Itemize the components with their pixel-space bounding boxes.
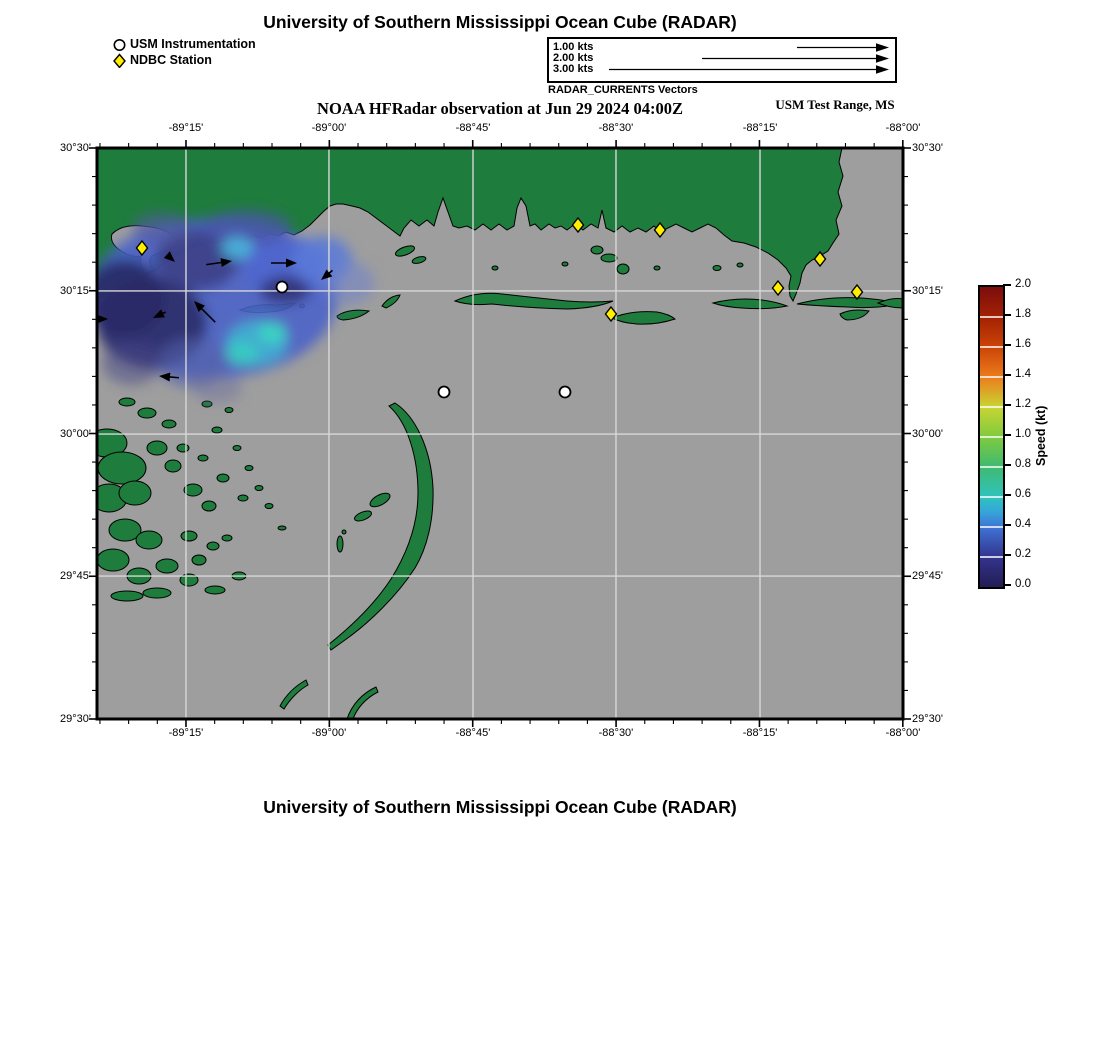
speed-blob [102,341,162,385]
vector-scale-label-1: 1.00 kts [553,41,594,53]
y-axis-label: 30°15' [60,284,91,297]
colorbar-tick-label: 0.6 [1015,488,1031,500]
speed-blob [132,212,192,244]
colorbar-tick-label: 0.8 [1015,458,1031,470]
colorbar-tick-label: 1.6 [1015,338,1031,350]
land-marsh-patch [212,427,222,433]
x-axis-label: -88°15' [742,727,778,739]
colorbar-gridline [980,316,1003,318]
land-islet [562,262,568,266]
land-marsh-patch [138,408,156,418]
colorbar-tick-label: 0.2 [1015,548,1031,560]
x-axis-label: -88°00' [885,727,921,739]
land-marsh-patch [162,420,176,428]
vector-scale-label-2: 2.00 kts [553,52,594,64]
land-marsh-patch [225,408,233,413]
colorbar-gridline [980,346,1003,348]
land-marsh-patch [222,535,232,541]
land-islet [342,530,346,534]
colorbar-gridline [980,376,1003,378]
x-axis-label: -88°30' [598,122,634,134]
land-marsh-patch [207,542,219,550]
land-marsh-patch [119,398,135,406]
x-axis-label: -88°15' [742,122,778,134]
y-axis-label: 29°45' [60,570,91,583]
land-marsh-patch [136,531,162,549]
land-islet [617,264,629,274]
land-marsh-patch [202,501,216,511]
x-axis-label: -89°00' [311,122,347,134]
vector-scale-caption: RADAR_CURRENTS Vectors [548,84,698,96]
speed-blob [221,237,253,259]
land-islet [737,263,743,267]
land-marsh-patch [111,591,143,601]
colorbar-gridline [980,526,1003,528]
colorbar-tick [1003,434,1011,436]
vector-scale-arrows [549,39,895,81]
colorbar-tick [1003,284,1011,286]
x-axis-label: -89°15' [168,727,204,739]
map-plot [85,136,915,732]
land-islet [492,266,498,270]
colorbar-tick [1003,524,1011,526]
legend-item-usm [112,37,256,52]
x-axis-label: -89°15' [168,122,204,134]
colorbar-tick-label: 0.4 [1015,518,1031,530]
vector-scale-label-3: 3.00 kts [553,63,594,75]
land-islet [713,266,721,271]
land-marsh-patch [156,559,178,573]
range-label: USM Test Range, MS [775,97,895,112]
land-marsh-patch [98,452,146,484]
colorbar-tick [1003,404,1011,406]
scale-arrow-head [876,54,889,62]
y-axis-label: 29°30' [60,713,91,725]
usm-instrumentation-marker [560,387,571,398]
land-marsh-patch [147,441,167,455]
land-marsh-patch [255,486,263,491]
scale-arrow-head [876,65,889,73]
colorbar-gridline [980,496,1003,498]
y-axis-label: 30°15' [912,284,943,297]
colorbar-gridline [980,436,1003,438]
colorbar-title: Speed (kt) [1034,405,1048,466]
colorbar-tick-label: 1.8 [1015,308,1031,320]
speed-blob [319,261,375,305]
usm-instrumentation-marker [439,387,450,398]
land-marsh-patch [265,504,273,509]
colorbar-tick [1003,584,1011,586]
y-axis-label: 29°45' [912,570,943,583]
land-marsh-patch [278,526,286,530]
y-axis-label: 30°00' [60,428,91,440]
land-islet [601,254,617,262]
page-title-top: University of Southern Mississippi Ocean Cube (RADAR) [263,12,737,32]
land-marsh-patch [245,466,253,471]
colorbar-gridline [980,466,1003,468]
diamond-icon [112,53,127,68]
colorbar-tick-label: 0.0 [1015,578,1031,590]
y-axis-label: 30°30' [912,142,943,154]
y-axis-label: 30°30' [60,142,91,154]
land-marsh-patch [233,446,241,451]
colorbar-tick [1003,494,1011,496]
land-marsh-patch [165,460,181,472]
land-marsh-patch [181,531,197,541]
y-axis-label: 29°30' [912,713,943,725]
speed-blob [258,323,286,343]
legend-label-ndbc: NDBC Station [130,53,212,67]
colorbar-tick [1003,314,1011,316]
legend-item-ndbc [112,53,212,68]
observation-subtitle: NOAA HFRadar observation at Jun 29 2024 04:00Z [317,99,683,118]
land-marsh-patch [192,555,206,565]
page-title-bottom: University of Southern Mississippi Ocean Cube (RADAR) [263,797,737,817]
land-marsh-patch [184,484,202,496]
colorbar-gridline [980,556,1003,558]
scale-arrow-head [876,43,889,51]
colorbar-tick-label: 1.4 [1015,368,1031,380]
usm-instrumentation-marker [277,282,288,293]
land-marsh-patch [177,444,189,452]
colorbar [978,285,1005,589]
legend-label-usm: USM Instrumentation [130,37,256,51]
x-axis-label: -89°00' [311,727,347,739]
land-marsh-patch [143,588,171,598]
colorbar-tick [1003,554,1011,556]
land-marsh-patch [198,455,208,461]
x-axis-label: -88°45' [455,122,491,134]
colorbar-tick-label: 1.2 [1015,398,1031,410]
vector-scale-box [547,37,897,83]
colorbar-tick [1003,344,1011,346]
land-islet [654,266,660,270]
speed-blob [226,341,258,365]
colorbar-tick [1003,374,1011,376]
land-islet [591,246,603,254]
colorbar-gridline [980,406,1003,408]
land-marsh-patch [238,495,248,501]
x-axis-label: -88°30' [598,727,634,739]
colorbar-tick-label: 1.0 [1015,428,1031,440]
land-marsh-patch [217,474,229,482]
y-axis-label: 30°00' [912,428,943,440]
circle-icon [112,37,127,52]
x-axis-label: -88°00' [885,122,921,134]
speed-blob [192,373,242,403]
colorbar-tick-label: 2.0 [1015,278,1031,290]
land-marsh-patch [119,481,151,505]
land-marsh-patch [97,549,129,571]
land-marsh-patch [205,586,225,594]
colorbar-tick [1003,464,1011,466]
land-islet [337,536,343,552]
x-axis-label: -88°45' [455,727,491,739]
